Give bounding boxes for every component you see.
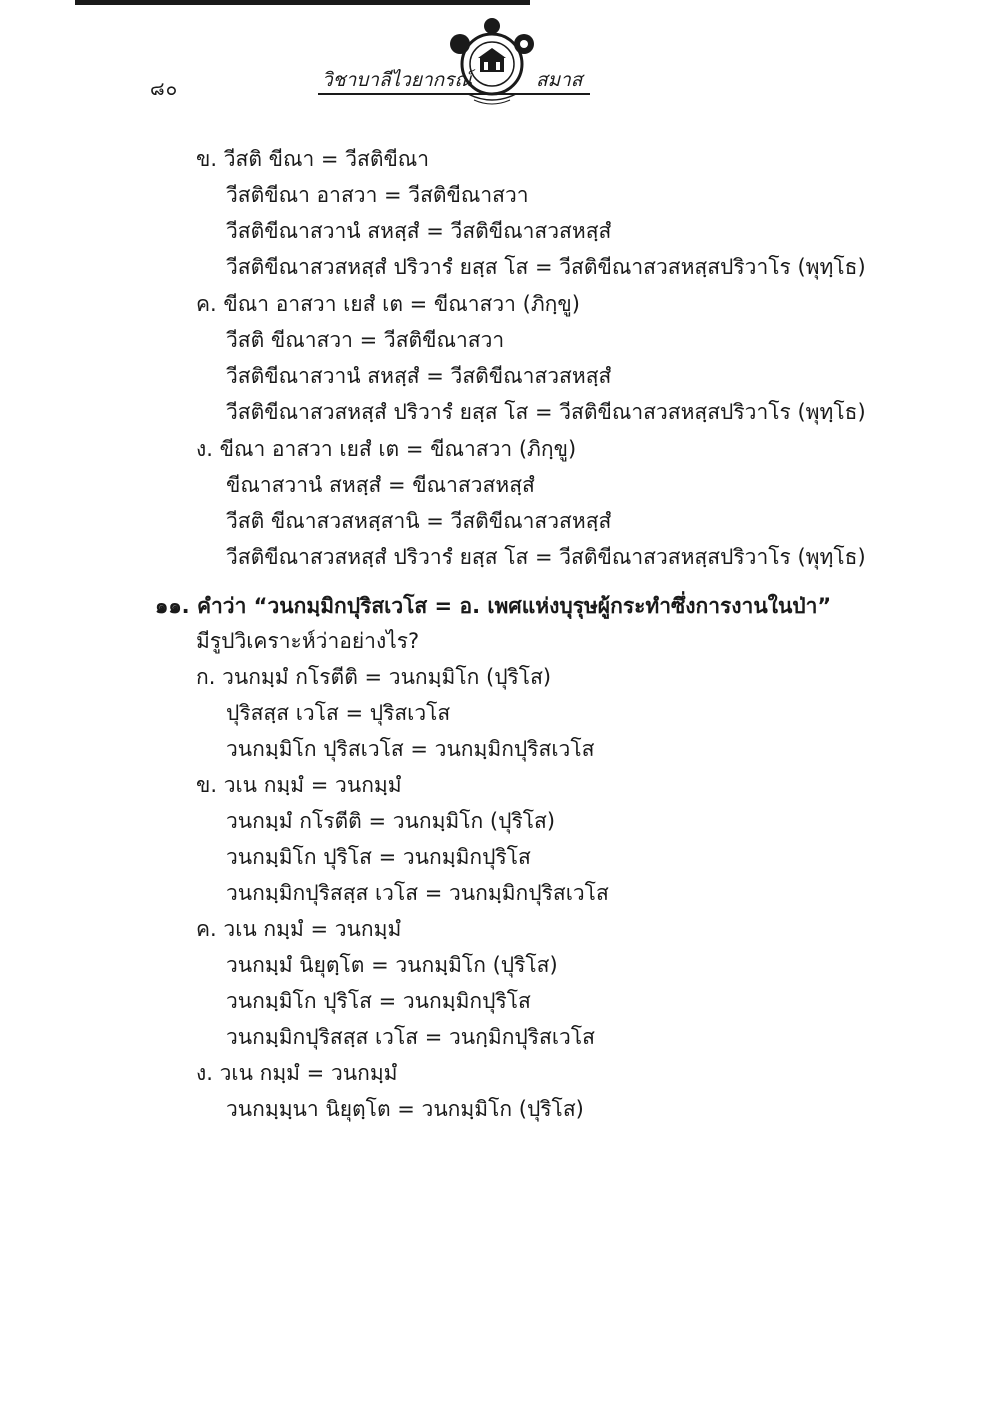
text-line: วีสติขีณาสวสหสฺสํ ปริวารํ ยสฺส โส = วีสติขีณาสวสหสฺสปริวาโร (พุทฺโธ) [226, 545, 866, 569]
text-line: วีสติขีณาสวสหสฺสํ ปริวารํ ยสฺส โส = วีสติขีณาสวสหสฺสปริวาโร (พุทฺโธ) [226, 255, 866, 279]
text-line: วนกมฺมิโก ปุริสเวโส = วนกมฺมิกปุริสเวโส [226, 737, 595, 761]
text-line: วีสติขีณาสวานํ สหสฺสํ = วีสติขีณาสวสหสฺสํ [226, 364, 612, 388]
text-line: ก. วนกมฺมํ กโรตีติ = วนกมฺมิโก (ปุริโส) [196, 665, 552, 689]
running-header-subtitle: สมาส [536, 69, 583, 91]
text-line: ขีณาสวานํ สหสฺสํ = ขีณาสวสหสฺสํ [226, 473, 535, 497]
text-line: วนกมฺมฺนา นิยุตฺโต = วนกมฺมิโก (ปุริโส) [226, 1097, 584, 1121]
text-line: ปุริสสฺส เวโส = ปุริสเวโส [226, 701, 451, 725]
text-line: ข. วีสติ ขีณา = วีสติขีณา [196, 147, 430, 171]
text-line: วนกมฺมิโก ปุริโส = วนกมฺมิกปุริโส [226, 845, 531, 869]
question-heading: ๑๑. คำว่า “วนกมฺมิกปุริสเวโส = อ. เพศแห่งบุรุษผู้กระทำซึ่งการงานในป่า” [155, 594, 832, 618]
text-line: ข. วเน กมฺมํ = วนกมฺมํ [196, 773, 402, 797]
text-line: วนกมฺมํ นิยุตฺโต = วนกมฺมิโก (ปุริโส) [226, 953, 558, 977]
text-line: วนกมฺมิกปุริสสฺส เวโส = วนกฺมิกปุริสเวโส [226, 1025, 595, 1049]
institution-seal-logo [448, 14, 536, 108]
text-line: วีสติขีณาสวสหสฺสํ ปริวารํ ยสฺส โส = วีสติขีณาสวสหสฺสปริวาโร (พุทฺโธ) [226, 400, 866, 424]
text-line: วีสติ ขีณาสวา = วีสติขีณาสวา [226, 328, 505, 352]
text-line: วนกมฺมิโก ปุริโส = วนกมฺมิกปุริโส [226, 989, 531, 1013]
text-line: ค. ขีณา อาสวา เยสํ เต = ขีณาสวา (ภิกฺขู) [196, 292, 580, 316]
page-number: ๘๐ [150, 78, 179, 100]
top-border-line [75, 0, 530, 5]
running-header-title: วิชาบาลีไวยากรณ์ [322, 69, 472, 91]
question-prompt: มีรูปวิเคราะห์ว่าอย่างไร? [196, 629, 420, 653]
text-line: วีสติขีณาสวานํ สหสฺสํ = วีสติขีณาสวสหสฺสํ [226, 219, 612, 243]
text-line: ง. วเน กมฺมํ = วนกมฺมํ [196, 1061, 398, 1085]
text-line: ค. วเน กมฺมํ = วนกมฺมํ [196, 917, 402, 941]
text-line: วีสติขีณา อาสวา = วีสติขีณาสวา [226, 183, 529, 207]
text-line: วีสติ ขีณาสวสหสฺสานิ = วีสติขีณาสวสหสฺสํ [226, 509, 612, 533]
text-line: วนกมฺมิกปุริสสฺส เวโส = วนกมฺมิกปุริสเวโส [226, 881, 609, 905]
text-line: วนกมฺมํ กโรตีติ = วนกมฺมิโก (ปุริโส) [226, 809, 556, 833]
text-line: ง. ขีณา อาสวา เยสํ เต = ขีณาสวา (ภิกฺขู) [196, 437, 577, 461]
